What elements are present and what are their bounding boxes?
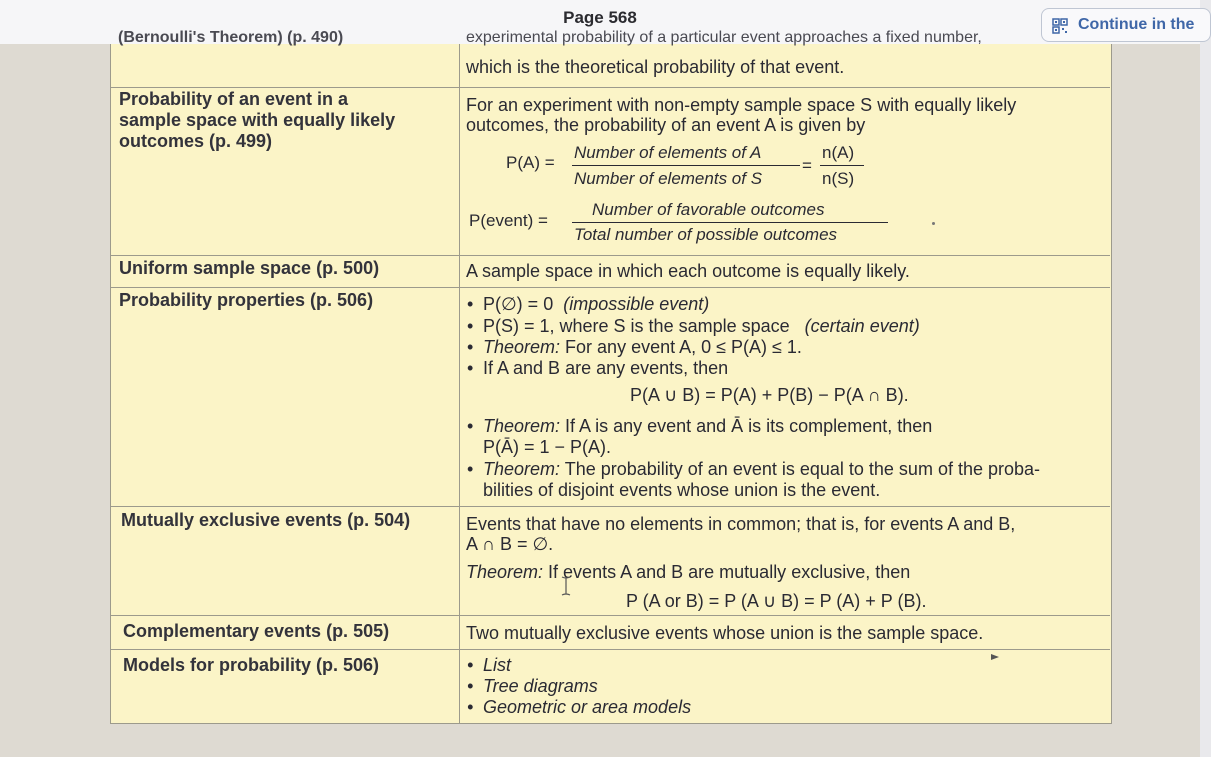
desc-uniform-sample-space: A sample space in which each outcome is equally likely. bbox=[466, 261, 910, 281]
desc-equally-likely-line2: outcomes, the probability of an event A is given by bbox=[466, 115, 866, 135]
term-uniform-sample-space: Uniform sample space (p. 500) bbox=[119, 258, 380, 278]
term-mutually-exclusive: Mutually exclusive events (p. 504) bbox=[121, 510, 411, 530]
desc-mutually-exclusive-line1: Events that have no elements in common; that is, for events A and B, bbox=[466, 514, 1016, 534]
formula1-denominator: Number of elements of S bbox=[574, 169, 763, 188]
complement-formula: P(Ā) = 1 − P(A). bbox=[483, 437, 612, 457]
property-item-6-continued: bilities of disjoint events whose union is the event. bbox=[483, 480, 881, 500]
cutoff-description bbox=[466, 40, 1096, 49]
fraction-bar bbox=[820, 165, 864, 166]
model-item-tree-diagrams: • Tree diagrams bbox=[483, 676, 598, 697]
term-equally-likely: Probability of an event in a sample space with equally likely outcomes (p. 499) bbox=[119, 89, 396, 151]
row-divider bbox=[110, 506, 1110, 507]
formula2-lhs: P(event) = bbox=[469, 211, 548, 230]
formula1-lhs: P(A) = bbox=[506, 153, 555, 172]
formula1-denominator2: n(S) bbox=[822, 169, 855, 188]
fraction-bar bbox=[572, 222, 888, 223]
property-item-6: • Theorem: The probability of an event is equal to the sum of the proba- bbox=[483, 459, 1040, 480]
continue-button[interactable] bbox=[1041, 8, 1211, 42]
model-item-list: • List bbox=[483, 655, 511, 676]
mutually-exclusive-theorem: Theorem: If events A and B are mutually exclusive, then bbox=[466, 562, 911, 582]
formula1-numerator: Number of elements of A bbox=[574, 143, 762, 162]
row-divider bbox=[110, 649, 1110, 650]
arrow-cursor-icon bbox=[990, 653, 1000, 661]
row-divider bbox=[110, 87, 1110, 88]
desc-complementary-events: Two mutually exclusive events whose union is the sample space. bbox=[466, 623, 984, 643]
term-complementary-events: Complementary events (p. 505) bbox=[123, 621, 390, 641]
cutoff-term bbox=[118, 40, 448, 49]
row-divider bbox=[110, 255, 1110, 256]
speck bbox=[932, 222, 935, 225]
column-divider bbox=[459, 44, 460, 723]
qr-grid-icon bbox=[1052, 18, 1068, 34]
formula2-numerator: Number of favorable outcomes bbox=[592, 200, 825, 219]
mutually-exclusive-formula: P (A or B) = P (A ∪ B) = P (A) + P (B). bbox=[626, 591, 927, 611]
desc-mutually-exclusive-line2: A ∩ B = ∅. bbox=[466, 534, 554, 554]
formula2-denominator: Total number of possible outcomes bbox=[574, 225, 838, 244]
row-divider bbox=[110, 287, 1110, 288]
property-item-2: • P(S) = 1, where S is the sample space (certain event) bbox=[483, 316, 920, 337]
text-cursor-icon bbox=[560, 576, 572, 596]
union-formula: P(A ∪ B) = P(A) + P(B) − P(A ∩ B). bbox=[630, 385, 909, 405]
property-item-1: • P(∅) = 0 (impossible event) bbox=[483, 294, 709, 315]
property-item-4: • If A and B are any events, then bbox=[483, 358, 728, 379]
model-item-geometric: • Geometric or area models bbox=[483, 697, 691, 718]
formula1-equals: = bbox=[802, 156, 812, 175]
row-divider bbox=[110, 615, 1110, 616]
property-item-3: • Theorem: For any event A, 0 ≤ P(A) ≤ 1. bbox=[483, 337, 802, 358]
term-models-for-probability: Models for probability (p. 506) bbox=[123, 655, 380, 675]
term-probability-properties: Probability properties (p. 506) bbox=[119, 290, 374, 310]
formula1-numerator2: n(A) bbox=[822, 143, 855, 162]
page-label: Page 568 bbox=[563, 8, 637, 27]
cutoff-visible-line: which is the theoretical probability of that event. bbox=[466, 57, 845, 77]
continue-label: Continue in the bbox=[1078, 16, 1195, 33]
desc-equally-likely-line1: For an experiment with non-empty sample space S with equally likely bbox=[466, 95, 1017, 115]
fraction-bar bbox=[572, 165, 800, 166]
property-item-5: • Theorem: If A is any event and Ā is its complement, then bbox=[483, 416, 932, 437]
